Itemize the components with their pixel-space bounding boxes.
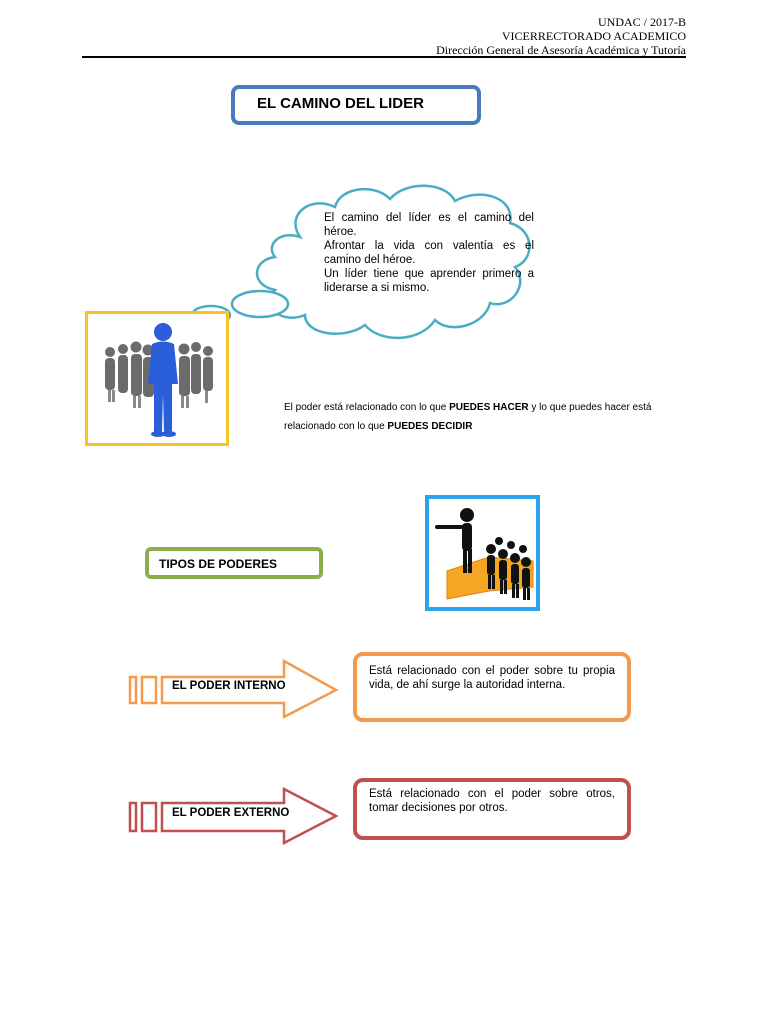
cloud-line-1: El camino del líder es el camino del héroe. — [324, 212, 534, 238]
arrow-stripe — [142, 803, 156, 831]
header-line-2: VICERRECTORADO ACADEMICO — [501, 29, 686, 43]
internal-power-label: EL PODER INTERNO — [172, 680, 286, 692]
external-power-description: Está relacionado con el poder sobre otros, tomar decisiones por otros. — [353, 778, 631, 840]
follower-figure — [521, 557, 531, 600]
power-statement — [284, 398, 694, 436]
crowd-figure — [118, 344, 128, 393]
power-text-part-2: y lo que puedes hacer está relacionado con lo que — [284, 402, 652, 432]
header-line-3: Dirección General de Asesoría Académica y Tutoría — [436, 43, 686, 57]
blue-leader-figure — [148, 323, 178, 437]
external-power-label: EL PODER EXTERNO — [172, 807, 290, 819]
header-rule — [82, 56, 686, 58]
crowd-figure — [105, 347, 115, 390]
cloud-bubble-large — [232, 291, 288, 317]
arrow-stripe — [130, 677, 136, 703]
leader-crowd-icon — [88, 314, 226, 443]
page-title: EL CAMINO DEL LIDER — [231, 85, 481, 125]
types-of-power-label: TIPOS DE PODERES — [145, 547, 323, 579]
follower-figure — [510, 553, 520, 598]
arrow-stripe — [130, 803, 136, 831]
header-line-1: UNDAC / 2017-B — [597, 15, 686, 29]
leader-image-frame — [85, 311, 229, 446]
power-text-part-1: El poder está relacionado con lo que — [284, 402, 450, 413]
power-text-bold-2: PUEDES DECIDIR — [387, 421, 473, 432]
crowd-figure — [179, 344, 191, 397]
cloud-text — [324, 211, 534, 295]
crowd-figure — [203, 346, 213, 391]
internal-power-description: Está relacionado con el poder sobre tu propia vida, de ahí surge la autoridad interna. — [353, 652, 631, 722]
cloud-line-3: Un líder tiene que aprender primero a liderarse a si mismo. — [324, 268, 534, 294]
cloud-line-2: Afrontar la vida con valentía es el camino del héroe. — [324, 240, 534, 266]
arrow-stripe — [142, 677, 156, 703]
page-header — [436, 15, 686, 57]
pointing-figure — [435, 508, 474, 573]
crowd-figure — [191, 342, 201, 394]
pointing-leader-image-frame — [425, 495, 540, 611]
leader-pointing-icon — [429, 499, 536, 607]
crowd-figure — [131, 342, 143, 397]
power-text-bold-1: PUEDES HACER — [449, 402, 529, 413]
